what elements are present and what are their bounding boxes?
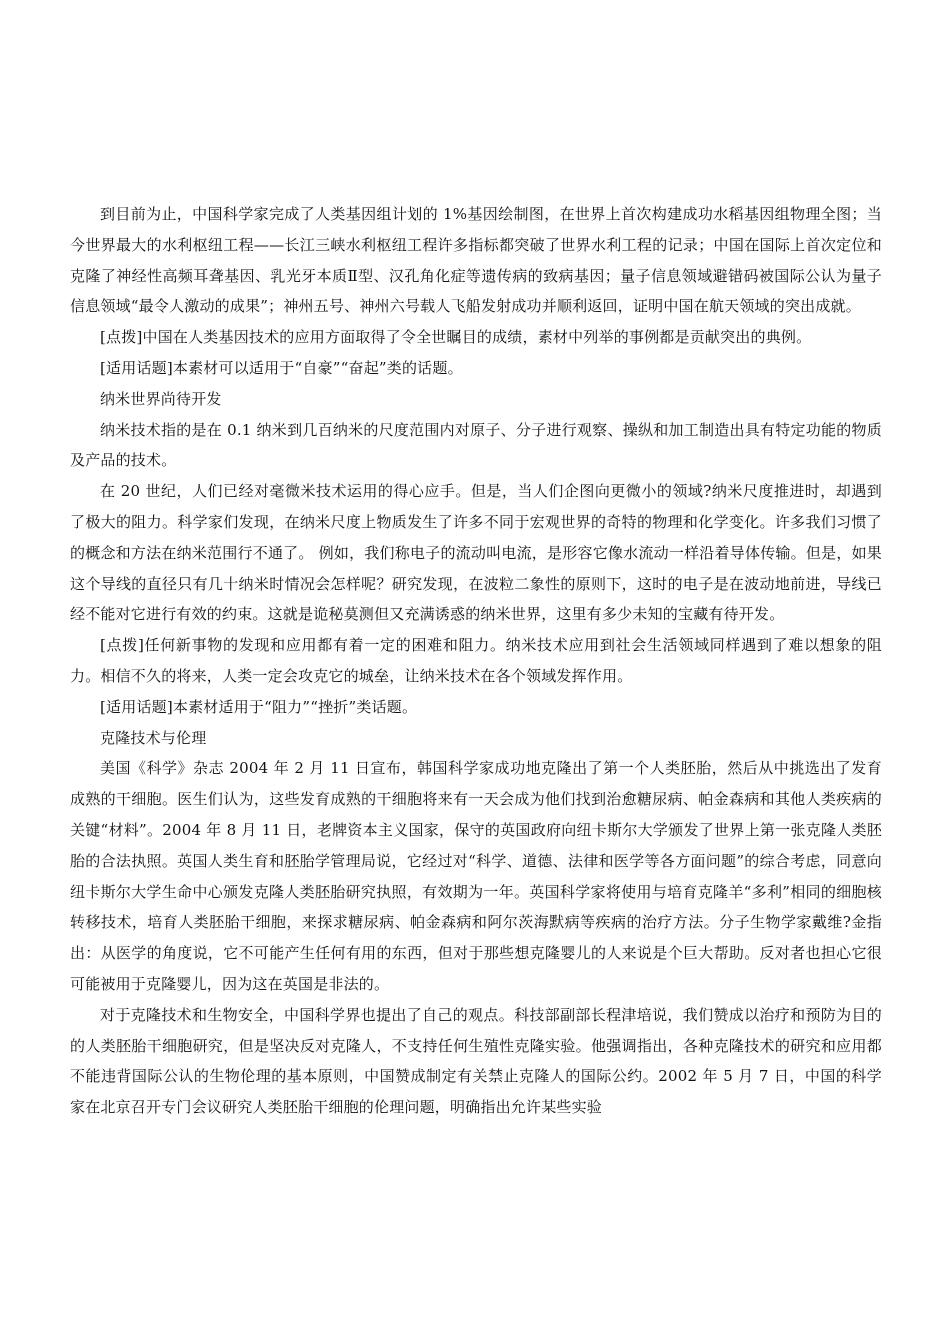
section-heading-nano: 纳米世界尚待开发 xyxy=(100,389,222,408)
paragraph-cloning-china: 对于克隆技术和生物安全，中国科学界也提出了自己的观点。科技部副部长程津培说，我们赞成以治疗和预防为目的的人类胚胎干细胞研究，但是坚决反对克隆人，不支持任何生殖性克隆实验。他强调指出，各种克隆技术的研究和应用都不能违背国际公认的生物伦理的基本原则，中国赞成制定有关禁止克隆人的国际公约。2002 年 5 月 7 日，中国的科学家在北京召开专门会议研究人类胚胎干细胞的伦理问题，明确指出允许某些实验 xyxy=(70,1005,882,1117)
paragraph-nano-definition: 纳米技术指的是在 0.1 纳米到几百纳米的尺度范围内对原子、分子进行观察、操纵和加工制造出具有特定功能的物质及产品的技术。 xyxy=(70,420,882,470)
section-heading-cloning: 克隆技术与伦理 xyxy=(100,728,207,747)
paragraph-topic-resistance: [适用话题]本素材适用于“阻力”“挫折”类话题。 xyxy=(100,697,418,716)
paragraph-nano-resistance: 在 20 世纪，人们已经对毫微米技术运用的得心应手。但是，当人们企图向更微小的领域?纳米尺度推进时，却遇到了极大的阻力。科学家们发现，在纳米尺度上物质发生了许多不同于宏观世界的奇特的物理和化学变化。许多我们习惯了的概念和方法在纳米范围行不通了。 例如，我们称电子的流动叫电流，是形容它像水流动一样沿着导体传输。但是，如果这个导线的直径只有几十纳米时情况会怎样呢？研究发现，在波粒二象性的原则下，这时的电子是在波动地前进，导线已经不能对它进行有效的约束。这就是诡秘莫测但又充满诱惑的纳米世界，这里有多少未知的宝藏有待开发。 xyxy=(70,482,882,624)
paragraph-note-nano: [点拨]任何新事物的发现和应用都有着一定的困难和阻力。纳米技术应用到社会生活领域同样遇到了难以想象的阻力。相信不久的将来，人类一定会攻克它的城垒，让纳米技术在各个领域发挥作用。 xyxy=(70,636,882,685)
paragraph-note-gene: [点拨]中国在人类基因技术的应用方面取得了令全世瞩目的成绩，素材中列举的事例都是贡献突出的典例。 xyxy=(100,328,812,347)
paragraph-topic-pride: [适用话题]本素材可以适用于“自豪”“奋起”类的话题。 xyxy=(100,358,463,377)
document-body xyxy=(70,199,882,1123)
paragraph-china-achievements: 到目前为止，中国科学家完成了人类基因组计划的 1%基因绘制图，在世界上首次构建成功水稻基因组物理全图；当今世界最大的水利枢纽工程——长江三峡水利枢纽工程许多指标都突破了世界水利工程的记录；中国在国际上首次定位和克隆了神经性高频耳聋基因、乳光牙本质Ⅱ型、汉孔角化症等遗传病的致病基因；量子信息领域避错码被国际公认为量子信息领域“最令人激动的成果”；神州五号、神州六号载人飞船发射成功并顺利返回，证明中国在航天领域的突出成就。 xyxy=(70,205,882,316)
paragraph-cloning-science: 美国《科学》杂志 2004 年 2 月 11 日宣布，韩国科学家成功地克隆出了第一个人类胚胎，然后从中挑选出了发育成熟的干细胞。医生们认为，这些发育成熟的干细胞将来有一天会成为他们找到治愈糖尿病、帕金森病和其他人类疾病的关键“材料”。2004 年 8 月 11 日，老牌资本主义国家，保守的英国政府向纽卡斯尔大学颁发了世界上第一张克隆人类胚胎的合法执照。英国人类生育和胚胎学管理局说，它经过对“科学、道德、法律和医学等各方面问题”的综合考虑，同意向纽卡斯尔大学生命中心颁发克隆人类胚胎研究执照，有效期为一年。英国科学家将使用与培育克隆羊“多利”相同的细胞核转移技术，培育人类胚胎干细胞，来探求糖尿病、帕金森病和阿尔茨海默病等疾病的治疗方法。分子生物学家戴维?金指出：从医学的角度说，它不可能产生任何有用的东西，但对于那些想克隆婴儿的人来说是个巨大帮助。反对者也担心它很可能被用于克隆婴儿，因为这在英国是非法的。 xyxy=(70,759,882,993)
